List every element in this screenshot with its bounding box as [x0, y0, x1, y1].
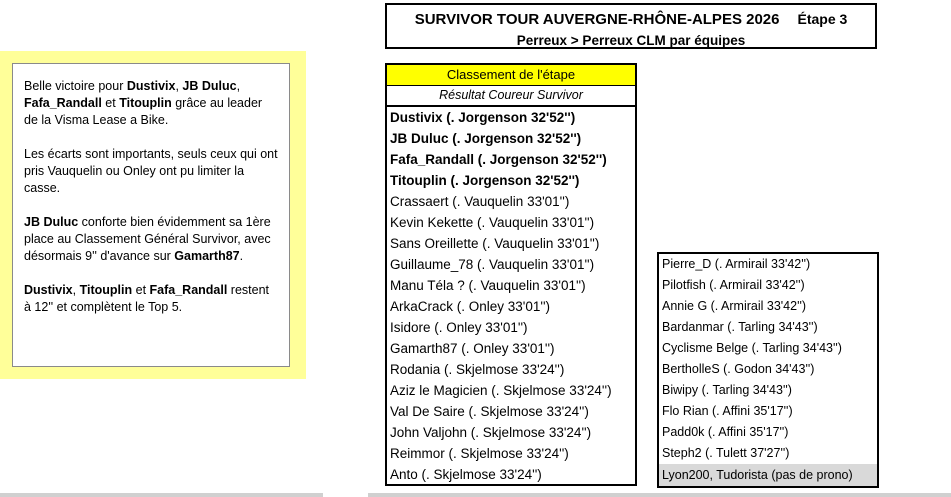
- ranking-row: ArkaCrack (. Onley 33'01''): [390, 299, 551, 314]
- bottom-divider-left: [0, 493, 323, 497]
- ranking-row: Flo Rian (. Affini 35'17''): [662, 404, 793, 418]
- text: grâce au leader de la Visma Lease a Bike.: [24, 96, 263, 127]
- stage-route: Perreux > Perreux CLM par équipes: [516, 33, 746, 48]
- text: .: [239, 249, 244, 263]
- ranking-row: Padd0k (. Affini 35'17''): [662, 425, 789, 439]
- player-name: JB Duluc: [24, 215, 79, 229]
- ranking-row: Fafa_Randall (. Jorgenson 32'52''): [390, 152, 607, 167]
- ranking-row: Cyclisme Belge (. Tarling 34'43''): [662, 341, 842, 355]
- text: ,: [72, 283, 80, 297]
- ranking-row: Crassaert (. Vauquelin 33'01''): [390, 194, 570, 209]
- commentary-paragraph-2: Les écarts sont importants, seuls ceux qui ont pris Vauquelin ou Onley ont pu limiter la casse.: [24, 147, 278, 195]
- ranking-row: John Valjohn (. Skjelmose 33'24''): [390, 425, 592, 440]
- player-name: Gamarth87: [174, 249, 240, 263]
- no-prediction-row: Lyon200, Tudorista (pas de prono): [659, 464, 877, 486]
- ranking-row: Dustivix (. Jorgenson 32'52''): [390, 110, 576, 125]
- text: et: [132, 283, 150, 297]
- ranking-row: Reimmor (. Skjelmose 33'24''): [390, 446, 569, 461]
- text: Belle victoire pour: [24, 79, 127, 93]
- player-name: Titouplin: [79, 283, 133, 297]
- stage-ranking-subtitle: Résultat Coureur Survivor: [387, 86, 635, 107]
- bottom-divider-right: [368, 493, 951, 497]
- ranking-row: Titouplin (. Jorgenson 32'52''): [390, 173, 580, 188]
- player-name: Dustivix: [24, 283, 73, 297]
- ranking-row: Steph2 (. Tulett 37'27''): [662, 446, 790, 460]
- stage-number: Étape 3: [797, 11, 848, 27]
- commentary-paragraph-3: [24, 214, 279, 265]
- ranking-row: Rodania (. Skjelmose 33'24''): [390, 362, 565, 377]
- stage-ranking-table: [385, 63, 637, 486]
- commentary-paragraph-4: [24, 282, 279, 316]
- stage-header: [385, 3, 877, 49]
- ranking-row: Annie G (. Armirail 33'42''): [662, 299, 807, 313]
- player-name: JB Duluc: [182, 79, 237, 93]
- ranking-row: Biwipy (. Tarling 34'43''): [662, 383, 792, 397]
- page-title: SURVIVOR TOUR AUVERGNE-RHÔNE-ALPES 2026: [414, 11, 780, 28]
- commentary-paragraph-1: [24, 78, 279, 129]
- commentary-box: [12, 63, 290, 367]
- text: ,: [175, 79, 183, 93]
- ranking-row: Kevin Kekette (. Vauquelin 33'01''): [390, 215, 595, 230]
- ranking-row: Pilotfish (. Armirail 33'42''): [662, 278, 805, 292]
- ranking-row: Bardanmar (. Tarling 34'43''): [662, 320, 818, 334]
- ranking-row: Pierre_D (. Armirail 33'42''): [662, 257, 811, 271]
- stage-ranking-continued-table: [657, 252, 879, 488]
- ranking-row: BertholleS (. Godon 34'43''): [662, 362, 815, 376]
- ranking-row: Gamarth87 (. Onley 33'01''): [390, 341, 555, 356]
- ranking-row: Isidore (. Onley 33'01''): [390, 320, 528, 335]
- stage-ranking-title: Classement de l'étape: [387, 65, 635, 86]
- ranking-row: Anto (. Skjelmose 33'24''): [390, 467, 542, 482]
- player-name: Fafa_Randall: [149, 283, 228, 297]
- ranking-row: JB Duluc (. Jorgenson 32'52''): [390, 131, 582, 146]
- commentary-frame: [0, 51, 306, 379]
- ranking-row: Val De Saire (. Skjelmose 33'24''): [390, 404, 589, 419]
- ranking-row: Guillaume_78 (. Vauquelin 33'01''): [390, 257, 595, 272]
- text: conforte bien évidemment sa 1ère place au Classement Général Survivor, avec désormais 9'' d'avance sur: [24, 215, 271, 263]
- text: ,: [236, 79, 241, 93]
- text: et: [101, 96, 120, 110]
- text: restent à 12'' et complètent le Top 5.: [24, 283, 270, 314]
- player-name: Titouplin: [119, 96, 172, 110]
- player-name: Dustivix: [126, 79, 176, 93]
- stage-ranking-continued-rows: [659, 254, 877, 464]
- header-title-line: [387, 11, 875, 28]
- player-name: Fafa_Randall: [24, 96, 102, 110]
- ranking-row: Aziz le Magicien (. Skjelmose 33'24''): [390, 383, 612, 398]
- ranking-row: Sans Oreillette (. Vauquelin 33'01''): [390, 236, 600, 251]
- stage-ranking-rows: [387, 107, 635, 485]
- ranking-row: Manu Téla ? (. Vauquelin 33'01''): [390, 278, 586, 293]
